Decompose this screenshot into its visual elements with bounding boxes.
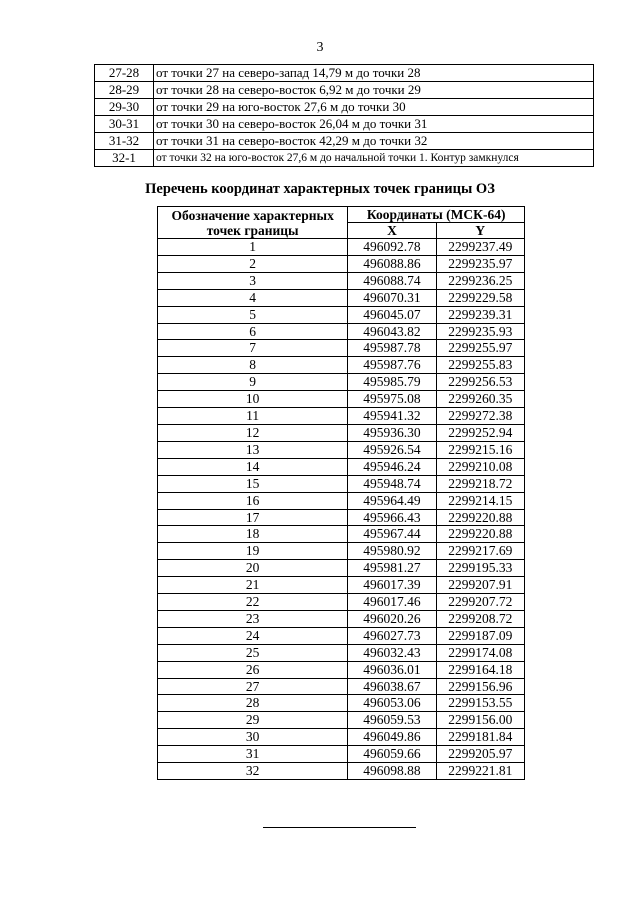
- coordinate-x: 495946.24: [348, 458, 436, 475]
- coordinate-y: 2299207.72: [436, 594, 524, 611]
- coordinate-y: 2299205.97: [436, 746, 524, 763]
- header-y: Y: [436, 223, 524, 239]
- table-row: [158, 627, 525, 644]
- table-row: [158, 610, 525, 627]
- segment-description: от точки 31 на северо-восток 42,29 м до точки 32: [154, 133, 594, 150]
- coordinate-y: 2299220.88: [436, 526, 524, 543]
- coordinate-x: 495966.43: [348, 509, 436, 526]
- point-number: 11: [158, 408, 348, 425]
- coordinate-x: 495975.08: [348, 391, 436, 408]
- point-number: 29: [158, 712, 348, 729]
- table-row: [158, 712, 525, 729]
- coordinate-x: 495987.78: [348, 340, 436, 357]
- point-number: 31: [158, 746, 348, 763]
- table-row: [158, 695, 525, 712]
- point-number: 17: [158, 509, 348, 526]
- table-row: [158, 644, 525, 661]
- point-number: 20: [158, 560, 348, 577]
- table-row: [158, 374, 525, 391]
- point-number: 22: [158, 594, 348, 611]
- coordinate-y: 2299256.53: [436, 374, 524, 391]
- coordinates-table-header: [158, 207, 525, 239]
- table-row: [158, 408, 525, 425]
- page-number: 3: [316, 40, 324, 55]
- coordinate-x: 496092.78: [348, 239, 436, 256]
- coordinates-table: [157, 206, 525, 780]
- coordinate-y: 2299239.31: [436, 306, 524, 323]
- point-number: 32: [158, 763, 348, 780]
- point-number: 12: [158, 424, 348, 441]
- coordinate-x: 495987.76: [348, 357, 436, 374]
- table-row: [158, 763, 525, 780]
- segment-id: 29-30: [95, 99, 154, 116]
- coordinate-x: 496027.73: [348, 627, 436, 644]
- coordinate-y: 2299272.38: [436, 408, 524, 425]
- table-row: [158, 239, 525, 256]
- point-number: 26: [158, 661, 348, 678]
- table-row: [158, 475, 525, 492]
- point-number: 10: [158, 391, 348, 408]
- point-number: 1: [158, 239, 348, 256]
- coordinates-heading: Перечень координат характерных точек границы ОЗ: [145, 181, 495, 197]
- coordinate-x: 495981.27: [348, 560, 436, 577]
- segment-id: 32-1: [95, 150, 154, 167]
- table-row: [158, 255, 525, 272]
- coordinate-x: 495985.79: [348, 374, 436, 391]
- segment-row: [95, 116, 594, 133]
- point-number: 19: [158, 543, 348, 560]
- coordinate-x: 496036.01: [348, 661, 436, 678]
- point-number: 27: [158, 678, 348, 695]
- point-number: 28: [158, 695, 348, 712]
- table-row: [158, 441, 525, 458]
- coordinate-y: 2299217.69: [436, 543, 524, 560]
- point-number: 30: [158, 729, 348, 746]
- coordinate-x: 495936.30: [348, 424, 436, 441]
- table-row: [158, 594, 525, 611]
- segment-row: [95, 82, 594, 99]
- table-row: [158, 560, 525, 577]
- header-x: X: [348, 223, 436, 239]
- point-number: 6: [158, 323, 348, 340]
- coordinate-x: 495948.74: [348, 475, 436, 492]
- point-number: 4: [158, 289, 348, 306]
- table-row: [158, 391, 525, 408]
- coordinate-y: 2299220.88: [436, 509, 524, 526]
- segment-description: от точки 30 на северо-восток 26,04 м до точки 31: [154, 116, 594, 133]
- coordinate-y: 2299214.15: [436, 492, 524, 509]
- coordinate-y: 2299229.58: [436, 289, 524, 306]
- table-row: [158, 458, 525, 475]
- coordinate-y: 2299164.18: [436, 661, 524, 678]
- coordinate-y: 2299210.08: [436, 458, 524, 475]
- segment-id: 31-32: [95, 133, 154, 150]
- table-row: [158, 340, 525, 357]
- coordinate-y: 2299208.72: [436, 610, 524, 627]
- table-row: [158, 678, 525, 695]
- segment-description: от точки 27 на северо-запад 14,79 м до точки 28: [154, 65, 594, 82]
- segment-id: 30-31: [95, 116, 154, 133]
- table-row: [158, 729, 525, 746]
- point-number: 13: [158, 441, 348, 458]
- table-row: [158, 492, 525, 509]
- coordinate-x: 495980.92: [348, 543, 436, 560]
- table-row: [158, 509, 525, 526]
- segment-id: 28-29: [95, 82, 154, 99]
- coordinate-x: 495967.44: [348, 526, 436, 543]
- coordinate-x: 496070.31: [348, 289, 436, 306]
- point-number: 9: [158, 374, 348, 391]
- table-row: [158, 746, 525, 763]
- coordinate-x: 496059.66: [348, 746, 436, 763]
- point-number: 2: [158, 255, 348, 272]
- segment-description: от точки 28 на северо-восток 6,92 м до точки 29: [154, 82, 594, 99]
- point-number: 3: [158, 272, 348, 289]
- header-coordinates: Координаты (МСК-64): [348, 207, 525, 223]
- coordinate-x: 496053.06: [348, 695, 436, 712]
- point-number: 25: [158, 644, 348, 661]
- segment-description: от точки 32 на юго-восток 27,6 м до начальной точки 1. Контур замкнулся: [154, 150, 594, 167]
- point-number: 16: [158, 492, 348, 509]
- coordinate-x: 496088.74: [348, 272, 436, 289]
- coordinate-y: 2299156.00: [436, 712, 524, 729]
- coordinate-y: 2299235.97: [436, 255, 524, 272]
- point-number: 24: [158, 627, 348, 644]
- coordinate-x: 495964.49: [348, 492, 436, 509]
- header-row: [158, 207, 525, 223]
- segment-id: 27-28: [95, 65, 154, 82]
- coordinate-y: 2299236.25: [436, 272, 524, 289]
- segments-table-body: [95, 65, 594, 167]
- coordinate-x: 496032.43: [348, 644, 436, 661]
- footer-divider: [263, 827, 416, 828]
- point-number: 21: [158, 577, 348, 594]
- segment-row: [95, 150, 594, 167]
- segment-row: [95, 99, 594, 116]
- coordinate-y: 2299255.97: [436, 340, 524, 357]
- coordinate-x: 496043.82: [348, 323, 436, 340]
- point-number: 18: [158, 526, 348, 543]
- coordinate-y: 2299187.09: [436, 627, 524, 644]
- point-number: 5: [158, 306, 348, 323]
- table-row: [158, 661, 525, 678]
- coordinate-x: 496049.86: [348, 729, 436, 746]
- point-number: 14: [158, 458, 348, 475]
- table-row: [158, 323, 525, 340]
- table-row: [158, 306, 525, 323]
- coordinate-y: 2299237.49: [436, 239, 524, 256]
- table-row: [158, 424, 525, 441]
- coordinate-y: 2299235.93: [436, 323, 524, 340]
- coordinate-x: 495941.32: [348, 408, 436, 425]
- table-row: [158, 289, 525, 306]
- coordinate-x: 496020.26: [348, 610, 436, 627]
- coordinate-y: 2299174.08: [436, 644, 524, 661]
- coordinate-x: 496098.88: [348, 763, 436, 780]
- coordinate-x: 496059.53: [348, 712, 436, 729]
- coordinate-y: 2299255.83: [436, 357, 524, 374]
- coordinate-y: 2299260.35: [436, 391, 524, 408]
- coordinate-x: 496038.67: [348, 678, 436, 695]
- coordinate-x: 496017.46: [348, 594, 436, 611]
- segments-table: [94, 64, 594, 167]
- table-row: [158, 357, 525, 374]
- coordinate-y: 2299153.55: [436, 695, 524, 712]
- point-number: 8: [158, 357, 348, 374]
- table-row: [158, 272, 525, 289]
- coordinate-x: 495926.54: [348, 441, 436, 458]
- coordinate-y: 2299207.91: [436, 577, 524, 594]
- coordinate-y: 2299156.96: [436, 678, 524, 695]
- table-row: [158, 526, 525, 543]
- coordinate-y: 2299215.16: [436, 441, 524, 458]
- coordinate-y: 2299181.84: [436, 729, 524, 746]
- coordinate-x: 496045.07: [348, 306, 436, 323]
- header-point-designation: Обозначение характерных точек границы: [158, 207, 348, 239]
- point-number: 7: [158, 340, 348, 357]
- coordinate-y: 2299221.81: [436, 763, 524, 780]
- coordinate-y: 2299218.72: [436, 475, 524, 492]
- coordinates-table-body: [158, 239, 525, 780]
- point-number: 23: [158, 610, 348, 627]
- segment-description: от точки 29 на юго-восток 27,6 м до точки 30: [154, 99, 594, 116]
- point-number: 15: [158, 475, 348, 492]
- coordinate-y: 2299252.94: [436, 424, 524, 441]
- segment-row: [95, 65, 594, 82]
- coordinate-x: 496088.86: [348, 255, 436, 272]
- segment-row: [95, 133, 594, 150]
- table-row: [158, 577, 525, 594]
- coordinate-y: 2299195.33: [436, 560, 524, 577]
- coordinate-x: 496017.39: [348, 577, 436, 594]
- table-row: [158, 543, 525, 560]
